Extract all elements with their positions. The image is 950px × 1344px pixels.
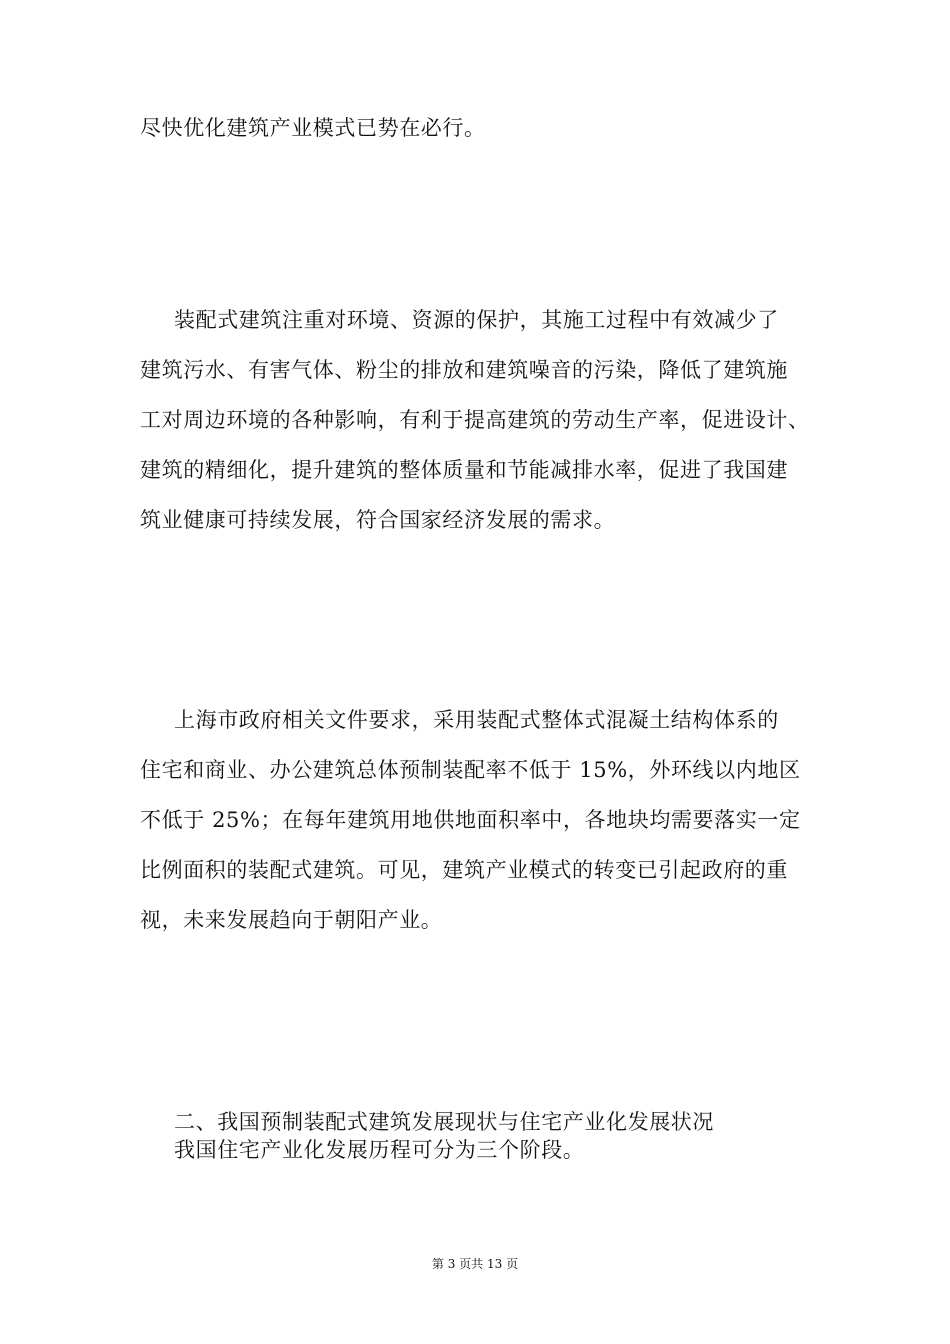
paragraph-3-line-2: 住宅和商业、办公建筑总体预制装配率不低于 15%，外环线以内地区 bbox=[140, 758, 801, 782]
paragraph-3-line-1: 上海市政府相关文件要求，采用装配式整体式混凝土结构体系的 bbox=[174, 708, 779, 732]
paragraph-2-line-4: 建筑的精细化，提升建筑的整体质量和节能减排水率，促进了我国建 bbox=[140, 458, 788, 482]
paragraph-3-line-5: 视，未来发展趋向于朝阳产业。 bbox=[140, 908, 443, 932]
paragraph-2-line-3: 工对周边环境的各种影响，有利于提高建筑的劳动生产率，促进设计、 bbox=[140, 408, 810, 432]
paragraph-3-line-4: 比例面积的装配式建筑。可见，建筑产业模式的转变已引起政府的重 bbox=[140, 858, 788, 882]
paragraph-3-line-3: 不低于 25%；在每年建筑用地供地面积率中，各地块均需要落实一定 bbox=[140, 808, 801, 832]
paragraph-2-line-2: 建筑污水、有害气体、粉尘的排放和建筑噪音的污染，降低了建筑施 bbox=[140, 358, 788, 382]
page-number-footer: 第 3 页共 13 页 bbox=[431, 1257, 519, 1271]
paragraph-2-line-5: 筑业健康可持续发展，符合国家经济发展的需求。 bbox=[140, 508, 616, 532]
section-intro-line: 我国住宅产业化发展历程可分为三个阶段。 bbox=[174, 1138, 585, 1162]
paragraph-2-line-1: 装配式建筑注重对环境、资源的保护，其施工过程中有效减少了 bbox=[174, 308, 779, 332]
section-heading: 二、我国预制装配式建筑发展现状与住宅产业化发展状况 bbox=[174, 1110, 714, 1134]
paragraph-1-line-1: 尽快优化建筑产业模式已势在必行。 bbox=[140, 116, 486, 140]
